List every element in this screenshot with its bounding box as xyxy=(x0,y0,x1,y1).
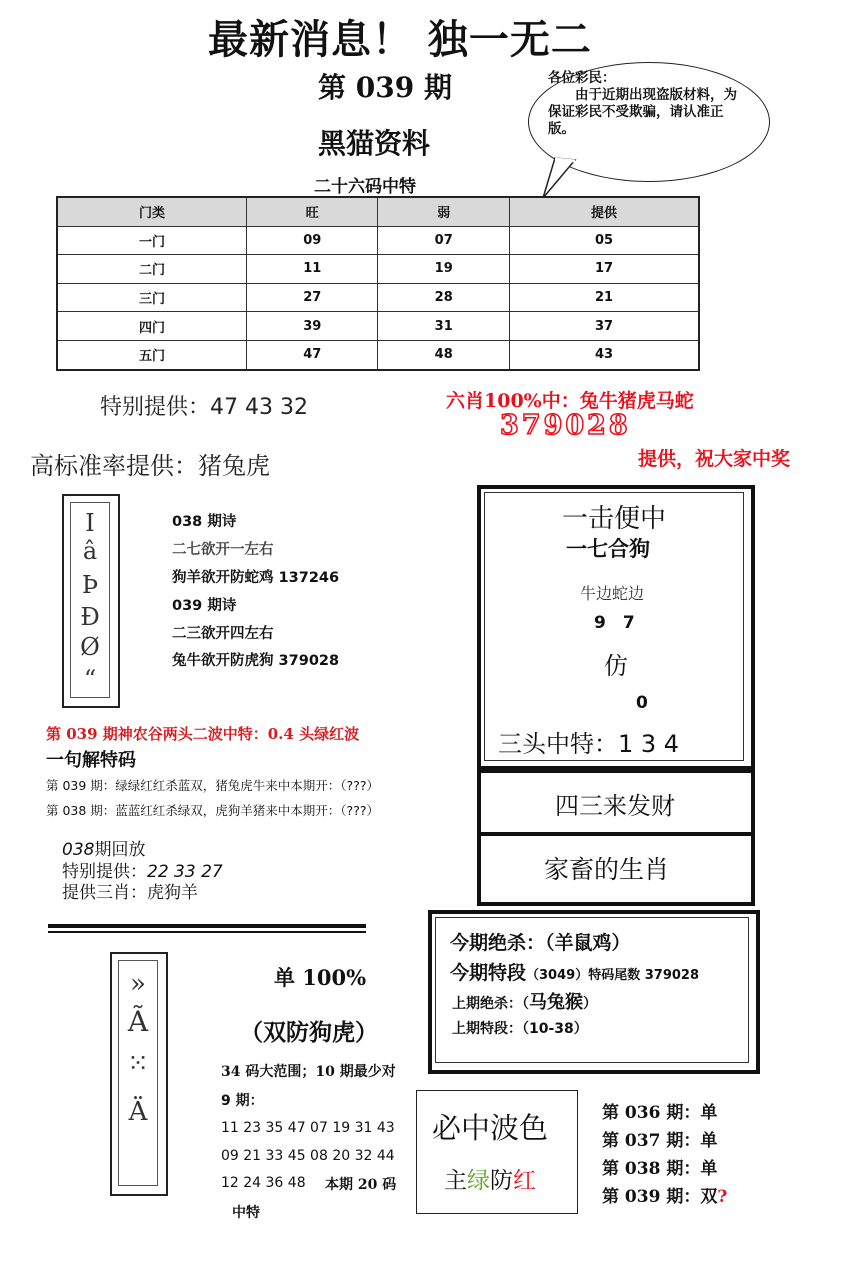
juesha-last-value: 马兔猴 xyxy=(529,992,583,1013)
table-cell: 二门 xyxy=(57,255,247,284)
table-cell: 三门 xyxy=(57,283,247,312)
dan-range: 34 码大范围；10 期最少对 xyxy=(221,1064,396,1080)
cat-glyph-icon: Ø xyxy=(80,633,100,661)
dan-row: 09 21 33 45 08 20 32 44 xyxy=(221,1148,395,1164)
notice-text: 各位彩民： 由于近期出现盗版材料，为保证彩民不受欺骗，请认准正版。 xyxy=(548,70,737,137)
replay-three-value: 虎狗羊 xyxy=(147,883,198,903)
history-label: 第 036 期： xyxy=(602,1103,701,1123)
replay-three xyxy=(62,883,198,904)
bizhong-zhu: 主 xyxy=(444,1168,467,1194)
table-cell: 09 xyxy=(247,226,378,255)
table-cell: 11 xyxy=(247,255,378,284)
table-header-row xyxy=(57,197,699,226)
history-item xyxy=(602,1154,717,1179)
sisan-text: 四三来发财 xyxy=(555,792,675,820)
juesha-line xyxy=(452,988,597,1014)
yiju-line: 第 039 期：绿绿红红杀蓝双，猪兔虎牛来中本期开：（???） xyxy=(46,778,379,793)
dan-zhongte: 中特 xyxy=(232,1205,260,1221)
yiji-santou: 三头中特：1 3 4 xyxy=(498,730,680,758)
col-header: 弱 xyxy=(378,197,509,226)
cat-glyph-icon: ⁙ xyxy=(127,1049,149,1079)
cat-glyph-icon: “ xyxy=(83,665,97,693)
poem-line: 038 期诗 xyxy=(172,514,237,530)
col-header: 旺 xyxy=(247,197,378,226)
table-row xyxy=(57,283,699,312)
table-cell: 37 xyxy=(509,312,699,341)
cat-glyph-icon: Ð xyxy=(80,603,100,631)
yiji-zero: 0 xyxy=(636,693,648,713)
poem-line: 狗羊欲开防蛇鸡 137246 xyxy=(172,570,340,586)
gaobiao-line: 高标准率提供：猪兔虎 xyxy=(30,452,270,480)
brand-name: 黑猫资料 xyxy=(318,127,431,160)
replay-special-label: 特别提供： xyxy=(62,862,147,882)
table-cell: 28 xyxy=(378,283,509,312)
history-item xyxy=(602,1126,717,1151)
jiachu-text: 家畜的生肖 xyxy=(544,855,670,884)
replay-special-value: 22 33 27 xyxy=(147,862,223,882)
issue-number: 第 039 期 xyxy=(318,71,452,104)
bizhong-fang: 防 xyxy=(490,1168,513,1194)
poem-line: 039 期诗 xyxy=(172,598,237,614)
table-cell: 43 xyxy=(509,340,699,369)
poem-line: 二七欲开一左右 xyxy=(172,542,274,558)
door-table xyxy=(56,196,700,371)
divider xyxy=(48,931,366,933)
poem-glyph-inner xyxy=(70,502,110,698)
shennong-line: 第 039 期神农谷两头二波中特：0.4 头绿红波 xyxy=(46,725,360,743)
replay-special xyxy=(62,862,223,883)
dan-note: 本期 20 码 xyxy=(325,1177,397,1193)
yiji-fang: 仿 xyxy=(604,652,628,680)
table-cell: 五门 xyxy=(57,340,247,369)
poem-line: 二三欲开四左右 xyxy=(172,626,274,642)
liuxiao-wish: 提供，祝大家中奖 xyxy=(638,448,791,470)
dan-title: 单 100% xyxy=(274,965,367,990)
cat-glyph-icon: Ã xyxy=(127,1005,149,1038)
cat-glyph-icon: » xyxy=(130,969,146,999)
bizhong-red: 红 xyxy=(513,1168,536,1194)
table-cell: 31 xyxy=(378,312,509,341)
table-cell: 07 xyxy=(378,226,509,255)
table-cell: 21 xyxy=(509,283,699,312)
history-value: 单 xyxy=(700,1131,718,1151)
poem-line: 兔牛欲开防虎狗 379028 xyxy=(172,653,340,669)
table-cell: 47 xyxy=(247,340,378,369)
glyph-inner xyxy=(118,960,158,1186)
juesha-tedu-label: 今期特段 xyxy=(450,962,527,984)
table-row xyxy=(57,255,699,284)
table-cell: 17 xyxy=(509,255,699,284)
juesha-line: 今期绝杀：（羊鼠鸡） xyxy=(450,932,631,954)
table-cell: 05 xyxy=(509,226,699,255)
history-label: 第 039 期： xyxy=(602,1187,701,1207)
juesha-line: 上期特段：（10-38） xyxy=(452,1021,588,1037)
cat-glyph-icon: â xyxy=(82,537,98,565)
juesha-tedu-value: （3049）特码尾数 379028 xyxy=(526,968,699,983)
dan-row: 11 23 35 47 07 19 31 43 xyxy=(221,1120,395,1136)
page-title: 最新消息！ 独一无二 xyxy=(208,16,592,63)
yiji-title: 一击便中 xyxy=(562,504,667,534)
replay-issue: 038 xyxy=(62,840,95,860)
table-cell: 27 xyxy=(247,283,378,312)
bizhong-title: 必中波色 xyxy=(432,1111,549,1145)
table-cell: 39 xyxy=(247,312,378,341)
table-cell: 四门 xyxy=(57,312,247,341)
divider xyxy=(48,924,366,928)
cat-glyph-icon: I xyxy=(85,509,95,537)
yiju-title: 一句解特码 xyxy=(46,750,136,771)
replay-title xyxy=(62,840,145,861)
replay-title-text: 期回放 xyxy=(94,840,146,860)
juesha-line xyxy=(450,958,699,985)
cat-glyph-icon: Þ xyxy=(81,571,99,599)
replay-three-label: 提供三肖： xyxy=(62,883,147,903)
col-header: 门类 xyxy=(57,197,247,226)
table-row xyxy=(57,340,699,369)
yiji-sub: 一七合狗 xyxy=(566,536,650,561)
table-row xyxy=(57,312,699,341)
yiji-nums: 9 7 xyxy=(594,613,635,633)
table-cell: 19 xyxy=(378,255,509,284)
juesha-last-close: ） xyxy=(583,996,597,1012)
history-label: 第 037 期： xyxy=(602,1131,701,1151)
liuxiao-digits: 379028 xyxy=(500,410,631,441)
table-subtitle: 二十六码中特 xyxy=(314,177,416,197)
history-item xyxy=(602,1182,727,1207)
juesha-last-label: 上期绝杀：（ xyxy=(452,996,529,1012)
history-item xyxy=(602,1098,717,1123)
bizhong-green: 绿 xyxy=(467,1168,490,1194)
special-offer: 特别提供：47 43 32 xyxy=(100,395,308,420)
yiji-side: 牛边蛇边 xyxy=(580,584,645,603)
liuxiao-line: 六肖100%中：兔牛猪虎马蛇 xyxy=(446,390,694,412)
history-value: 单 xyxy=(700,1159,718,1179)
table-cell: 一门 xyxy=(57,226,247,255)
col-header: 提供 xyxy=(509,197,699,226)
history-question: ? xyxy=(717,1187,728,1207)
cat-glyph-icon: Ä xyxy=(128,1097,148,1127)
bizhong-colors xyxy=(444,1162,536,1195)
yiju-line: 第 038 期：蓝蓝红红杀绿双，虎狗羊猪来中本期开：（???） xyxy=(46,803,379,818)
history-value: 双 xyxy=(700,1187,718,1207)
table-row xyxy=(57,226,699,255)
history-label: 第 038 期： xyxy=(602,1159,701,1179)
table-cell: 48 xyxy=(378,340,509,369)
history-value: 单 xyxy=(700,1103,718,1123)
dan-fang: （双防狗虎） xyxy=(240,1019,378,1046)
dan-row: 12 24 36 48 xyxy=(221,1175,306,1191)
dan-nine: 9 期： xyxy=(221,1093,264,1109)
